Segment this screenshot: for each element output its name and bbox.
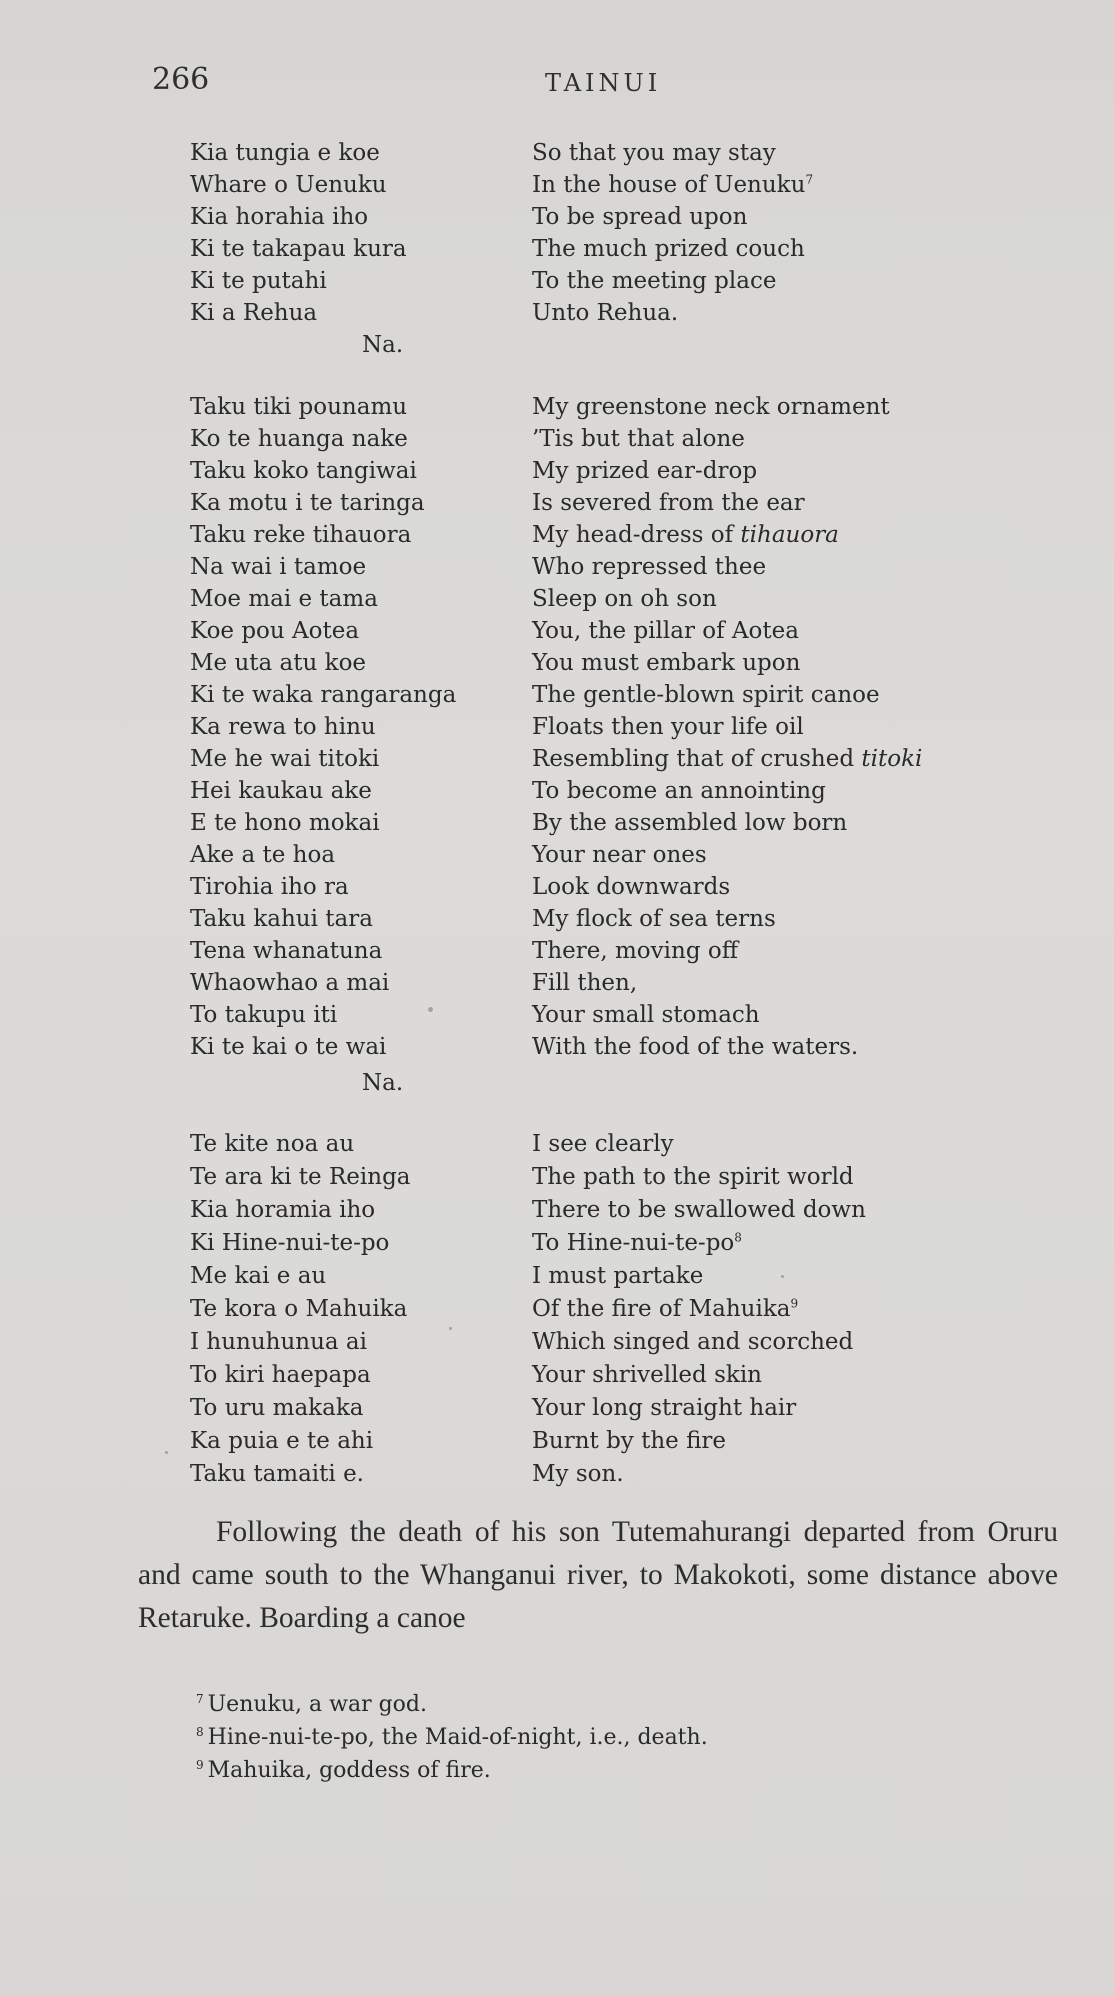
maori-line: Ki te putahi: [190, 268, 327, 294]
verse-line: [0, 714, 1114, 746]
maori-line: Taku kahui tara: [190, 906, 373, 932]
verse-line: [0, 1131, 1114, 1163]
maori-line: Te kora o Mahuika: [190, 1296, 408, 1322]
verse-line: [0, 236, 1114, 268]
maori-line: Ki te takapau kura: [190, 236, 407, 262]
english-line: The path to the spirit world: [532, 1164, 854, 1190]
maori-line: Ka rewa to hinu: [190, 714, 376, 740]
english-line: Burnt by the fire: [532, 1428, 727, 1454]
italic-term: titoki: [861, 746, 923, 772]
english-line: The much prized couch: [532, 236, 805, 262]
maori-line: Me uta atu koe: [190, 650, 367, 676]
verse-line: [0, 458, 1114, 490]
english-line: Which singed and scorched: [532, 1329, 854, 1355]
maori-line: Ka puia e te ahi: [190, 1428, 374, 1454]
english-line: My son.: [532, 1461, 624, 1487]
english-line: Resembling that of crushed titoki: [532, 746, 923, 772]
verse-line: [0, 172, 1114, 204]
footnote-ref: 8: [734, 1230, 742, 1245]
english-line: To become an annointing: [532, 778, 826, 804]
verse-line: [0, 842, 1114, 874]
maori-line: Ki Hine-nui-te-po: [190, 1230, 390, 1256]
english-line: ’Tis but that alone: [532, 426, 745, 452]
maori-line: Me kai e au: [190, 1263, 327, 1289]
english-line: Sleep on oh son: [532, 586, 717, 612]
verse-line: [0, 1164, 1114, 1196]
maori-line: Taku koko tangiwai: [190, 458, 417, 484]
footnote: $^8$ Hine-nui-te-po, the Maid-of-night, i.e., death.: [196, 1724, 708, 1750]
maori-line: E te hono mokai: [190, 810, 380, 836]
ink-speck: [428, 1007, 433, 1012]
english-line: My greenstone neck ornament: [532, 394, 890, 420]
maori-line: Me he wai titoki: [190, 746, 380, 772]
verse-line: [0, 1263, 1114, 1295]
maori-line: Ki te waka rangaranga: [190, 682, 457, 708]
maori-line: Tena whanatuna: [190, 938, 383, 964]
verse-line: [0, 1329, 1114, 1361]
maori-line: Moe mai e tama: [190, 586, 378, 612]
maori-line: To takupu iti: [190, 1002, 338, 1028]
verse-line: [0, 586, 1114, 618]
maori-line: Te ara ki te Reinga: [190, 1164, 411, 1190]
verse-line: [0, 618, 1114, 650]
maori-line: Te kite noa au: [190, 1131, 355, 1157]
english-line: Your shrivelled skin: [532, 1362, 762, 1388]
verse-line: [0, 300, 1114, 332]
english-line: Your near ones: [532, 842, 707, 868]
english-line: My prized ear-drop: [532, 458, 758, 484]
verse-line: [0, 490, 1114, 522]
verse-line: [0, 394, 1114, 426]
english-line: Unto Rehua.: [532, 300, 679, 326]
maori-line: Na wai i tamoe: [190, 554, 367, 580]
verse-line: [0, 1070, 1114, 1102]
english-line: Of the fire of Mahuika$^9$: [532, 1296, 799, 1322]
english-line: There, moving off: [532, 938, 739, 964]
stanza-end-marker: Na.: [362, 1070, 404, 1096]
ink-speck: [449, 1327, 452, 1330]
english-line: To be spread upon: [532, 204, 748, 230]
verse-line: [0, 1034, 1114, 1066]
maori-line: Whaowhao a mai: [190, 970, 390, 996]
maori-line: Whare o Uenuku: [190, 172, 387, 198]
english-line: By the assembled low born: [532, 810, 848, 836]
english-line: The gentle-blown spirit canoe: [532, 682, 880, 708]
verse-line: [0, 1461, 1114, 1493]
verse-line: [0, 746, 1114, 778]
verse-line: [0, 1002, 1114, 1034]
verse-line: [0, 1362, 1114, 1394]
footnote-ref: 9: [790, 1296, 799, 1311]
verse-line: [0, 682, 1114, 714]
body-paragraph: Following the death of his son Tutemahurangi departed from Oruru and came south to the Whanganui river, to Makokoti, some distance above Retaruke. Boarding a canoe: [138, 1516, 1058, 1634]
footnotes: [196, 1688, 708, 1787]
maori-line: Ake a te hoa: [190, 842, 336, 868]
verse-line: [0, 1395, 1114, 1427]
english-line: My head-dress of tihauora: [532, 522, 839, 548]
italic-term: tihauora: [740, 522, 839, 548]
verse-line: [0, 426, 1114, 458]
maori-line: Taku tiki pounamu: [190, 394, 408, 420]
english-line: So that you may stay: [532, 140, 776, 166]
english-line: Is severed from the ear: [532, 490, 805, 516]
footnote: $^7$ Uenuku, a war god.: [196, 1691, 427, 1717]
verse-line: [0, 332, 1114, 364]
footnote: $^9$ Mahuika, goddess of fire.: [196, 1757, 491, 1783]
english-line: Floats then your life oil: [532, 714, 804, 740]
verse-line: [0, 810, 1114, 842]
footnote-ref: 7: [805, 172, 814, 187]
maori-line: Taku tamaiti e.: [190, 1461, 364, 1487]
maori-line: To kiri haepapa: [190, 1362, 371, 1388]
english-line: I see clearly: [532, 1131, 674, 1157]
english-line: I must partake: [532, 1263, 704, 1289]
verse-line: [0, 554, 1114, 586]
maori-line: Kia horamia iho: [190, 1197, 376, 1223]
maori-line: Ki a Rehua: [190, 300, 318, 326]
english-line: Look downwards: [532, 874, 731, 900]
english-line: Your small stomach: [532, 1002, 760, 1028]
stanza-end-marker: Na.: [362, 332, 404, 358]
verse-line: [0, 970, 1114, 1002]
maori-line: Ki te kai o te wai: [190, 1034, 387, 1060]
english-line: Fill then,: [532, 970, 638, 996]
english-line: My flock of sea terns: [532, 906, 776, 932]
english-line: In the house of Uenuku$^7$: [532, 172, 814, 198]
verse-line: [0, 1296, 1114, 1328]
maori-line: Taku reke tihauora: [190, 522, 412, 548]
maori-line: Kia horahia iho: [190, 204, 369, 230]
verse-line: [0, 522, 1114, 554]
verse-line: [0, 268, 1114, 300]
verse-line: [0, 874, 1114, 906]
verse-line: [0, 1197, 1114, 1229]
maori-line: I hunuhunua ai: [190, 1329, 367, 1355]
verse-line: [0, 778, 1114, 810]
english-line: You must embark upon: [532, 650, 801, 676]
english-line: To the meeting place: [532, 268, 777, 294]
verse-line: [0, 650, 1114, 682]
english-line: Your long straight hair: [532, 1395, 797, 1421]
verse-line: [0, 204, 1114, 236]
english-line: With the food of the waters.: [532, 1034, 859, 1060]
page-number: 266: [152, 62, 210, 97]
english-line: To Hine-$nui-te-po^8$: [532, 1230, 742, 1256]
english-line: Who repressed thee: [532, 554, 767, 580]
verse-line: [0, 140, 1114, 172]
maori-line: Koe pou Aotea: [190, 618, 360, 644]
maori-line: Tirohia iho ra: [190, 874, 349, 900]
verse-line: [0, 1230, 1114, 1262]
verse-line: [0, 906, 1114, 938]
maori-line: Kia tungia e koe: [190, 140, 380, 166]
ink-speck: [781, 1275, 784, 1278]
verse-line: [0, 1428, 1114, 1460]
running-head: TAINUI: [545, 69, 662, 97]
maori-line: Ko te huanga nake: [190, 426, 408, 452]
ink-speck: [165, 1451, 168, 1454]
maori-line: Hei kaukau ake: [190, 778, 372, 804]
maori-line: To uru makaka: [190, 1395, 364, 1421]
english-line: You, the pillar of Aotea: [532, 618, 799, 644]
verse-line: [0, 938, 1114, 970]
maori-line: Ka motu i te taringa: [190, 490, 425, 516]
english-line: There to be swallowed down: [532, 1197, 866, 1223]
